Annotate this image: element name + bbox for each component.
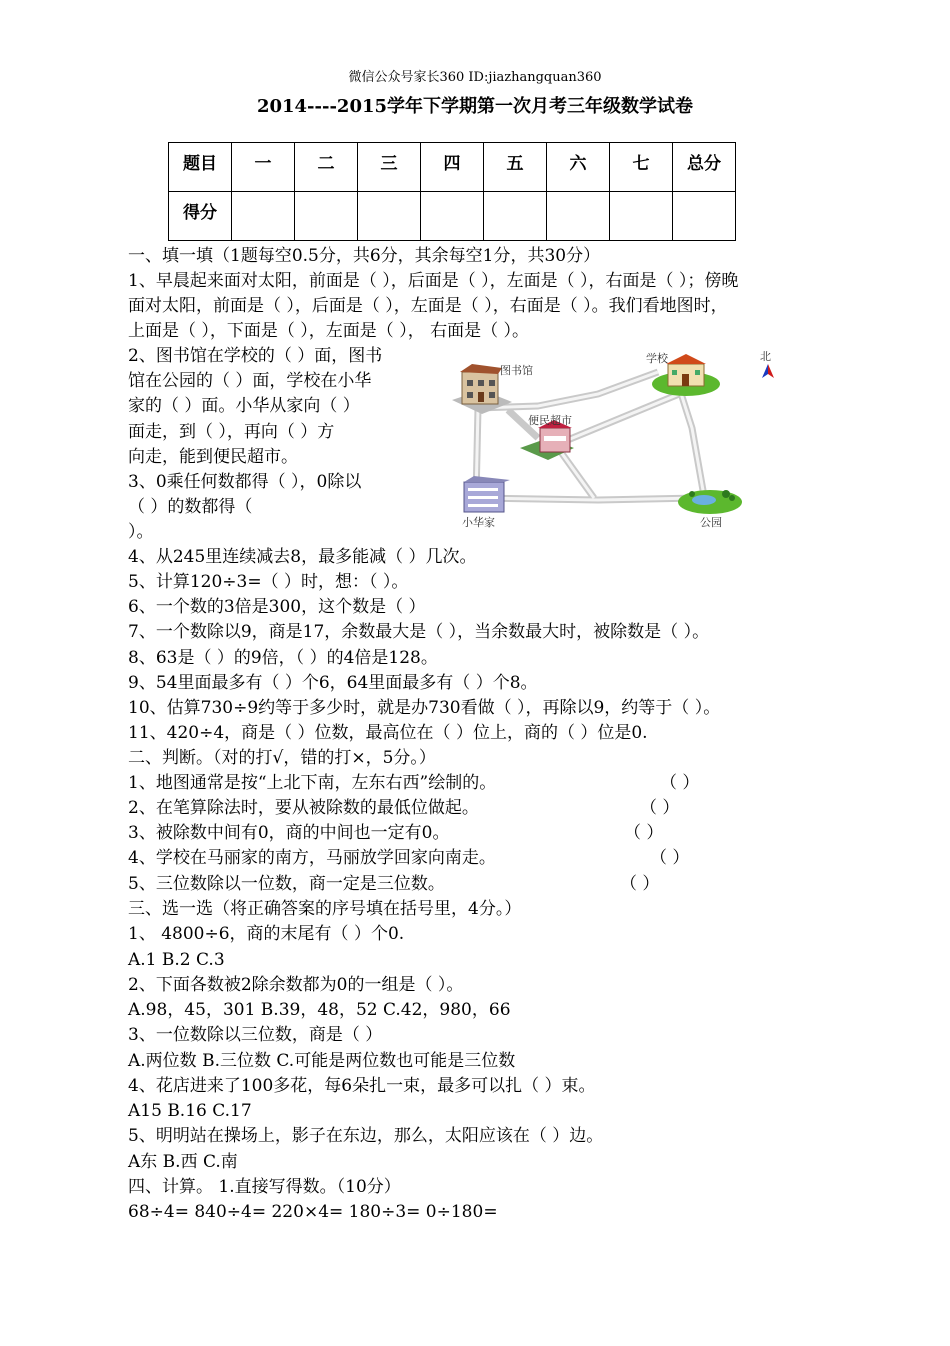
park-label: 公园 xyxy=(700,516,722,529)
market-label: 便民超市 xyxy=(528,414,572,427)
score-cell[interactable] xyxy=(484,192,547,241)
choice-4-options: A15 B.16 C.17 xyxy=(128,1101,252,1121)
question-10: 10、估算730÷9约等于多少时，就是办730看做（ ），再除以9，约等于（ ）。 xyxy=(128,698,721,718)
score-row-label: 得分 xyxy=(169,192,232,241)
watermark: 微信公众号家长360 ID:jiazhangquan360 xyxy=(348,70,602,85)
park-area xyxy=(678,490,742,514)
section-3-heading: 三、选一选（将正确答案的序号填在括号里，4分。） xyxy=(128,899,522,919)
choice-3-options: A.两位数 B.三位数 C.可能是两位数也可能是三位数 xyxy=(128,1051,516,1071)
section-1-heading: 一、填一填（1题每空0.5分，共6分，其余每空1分，共30分） xyxy=(128,246,601,266)
header-cell: 二 xyxy=(295,143,358,192)
judge-2: 2、在笔算除法时，要从被除数的最低位做起。 xyxy=(128,798,479,818)
header-cell: 一 xyxy=(232,143,295,192)
north-label: 北 xyxy=(760,350,771,363)
header-cell: 七 xyxy=(610,143,673,192)
question-7: 7、一个数除以9，商是17，余数最大是（ ），当余数最大时，被除数是（ ）。 xyxy=(128,622,710,642)
score-cell[interactable] xyxy=(673,192,736,241)
header-cell: 题目 xyxy=(169,143,232,192)
library-label: 图书馆 xyxy=(500,364,533,377)
score-cell[interactable] xyxy=(610,192,673,241)
score-header-row xyxy=(169,143,736,192)
question-11: 11、420÷4，商是（ ）位数，最高位在（ ）位上，商的（ ）位是0. xyxy=(128,723,648,743)
judge-4-answer[interactable]: （ ） xyxy=(650,848,690,868)
question-5: 5、计算120÷3=（ ）时，想：（ ）。 xyxy=(128,572,409,592)
page-title: 2014----2015学年下学期第一次月考三年级数学试卷 xyxy=(256,96,694,117)
question-2-line-2: 馆在公园的（ ）面，学校在小华 xyxy=(128,371,372,391)
section-2-heading: 二、判断。（对的打√，错的打×，5分。） xyxy=(128,748,436,768)
header-cell: 四 xyxy=(421,143,484,192)
choice-5-options: A东 B.西 C.南 xyxy=(128,1152,238,1172)
question-2-line-5: 向走，能到便民超市。 xyxy=(128,447,298,467)
question-4: 4、从245里连续减去8，最多能减（ ）几次。 xyxy=(128,547,477,567)
question-1-line-3: 上面是（ ），下面是（ ），左面是（ ）， 右面是（ ）。 xyxy=(128,321,530,341)
score-table xyxy=(168,142,736,241)
choice-3: 3、一位数除以三位数，商是（ ） xyxy=(128,1025,383,1045)
town-map xyxy=(448,348,784,532)
choice-1-options: A.1 B.2 C.3 xyxy=(128,950,225,970)
choice-2-options: A.98，45，301 B.39，48，52 C.42，980，66 xyxy=(128,1000,511,1020)
score-cell[interactable] xyxy=(232,192,295,241)
question-2-line-1: 2、图书馆在学校的（ ）面，图书 xyxy=(128,346,383,366)
score-cell[interactable] xyxy=(295,192,358,241)
score-cell[interactable] xyxy=(358,192,421,241)
judge-3: 3、被除数中间有0，商的中间也一定有0。 xyxy=(128,823,450,843)
question-8: 8、63是（ ）的9倍，（ ）的4倍是128。 xyxy=(128,648,438,668)
question-6: 6、一个数的3倍是300，这个数是（ ） xyxy=(128,597,426,617)
judge-5: 5、三位数除以一位数，商一定是三位数。 xyxy=(128,874,445,894)
header-cell: 总分 xyxy=(673,143,736,192)
score-cell[interactable] xyxy=(421,192,484,241)
judge-1: 1、地图通常是按“上北下南，左东右西”绘制的。 xyxy=(128,773,497,793)
judge-1-answer[interactable]: （ ） xyxy=(660,773,700,793)
choice-5: 5、明明站在操场上，影子在东边，那么，太阳应该在（ ）边。 xyxy=(128,1126,604,1146)
judge-3-answer[interactable]: （ ） xyxy=(624,823,664,843)
header-cell: 三 xyxy=(358,143,421,192)
home-label: 小华家 xyxy=(462,516,495,529)
score-row xyxy=(169,192,736,241)
question-3-line-2: （ ）的数都得（ xyxy=(128,497,253,517)
home-building xyxy=(464,476,510,512)
header-cell: 六 xyxy=(547,143,610,192)
school-label: 学校 xyxy=(646,352,668,365)
choice-1: 1、 4800÷6，商的末尾有（ ）个0. xyxy=(128,924,405,944)
question-9: 9、54里面最多有（ ）个6，64里面最多有（ ）个8。 xyxy=(128,673,538,693)
judge-2-answer[interactable]: （ ） xyxy=(640,798,680,818)
choice-4: 4、花店进来了100多花，每6朵扎一束，最多可以扎（ ）束。 xyxy=(128,1076,596,1096)
calc-row: 68÷4= 840÷4= 220×4= 180÷3= 0÷180= xyxy=(128,1202,498,1222)
header-cell: 五 xyxy=(484,143,547,192)
judge-5-answer[interactable]: （ ） xyxy=(620,874,660,894)
judge-4: 4、学校在马丽家的南方，马丽放学回家向南走。 xyxy=(128,848,496,868)
question-3-line-3: ）。 xyxy=(128,522,154,542)
choice-2: 2、下面各数被2除余数都为0的一组是（ ）。 xyxy=(128,975,464,995)
north-arrow-icon xyxy=(762,364,774,378)
question-3-line-1: 3、0乘任何数都得（ ），0除以 xyxy=(128,472,362,492)
score-cell[interactable] xyxy=(547,192,610,241)
question-1-line-2: 面对太阳，前面是（ ），后面是（ ），左面是（ ），右面是（ ）。我们看地图时， xyxy=(128,296,728,316)
question-2-line-4: 面走，到（ ），再向（ ）方 xyxy=(128,422,335,442)
section-4-heading: 四、计算。 1.直接写得数。（10分） xyxy=(128,1177,401,1197)
question-2-line-3: 家的（ ）面。小华从家向（ ） xyxy=(128,396,360,416)
question-1-line-1: 1、早晨起来面对太阳，前面是（ ），后面是（ ），左面是（ ），右面是（ ）；傍晚 xyxy=(128,271,739,291)
